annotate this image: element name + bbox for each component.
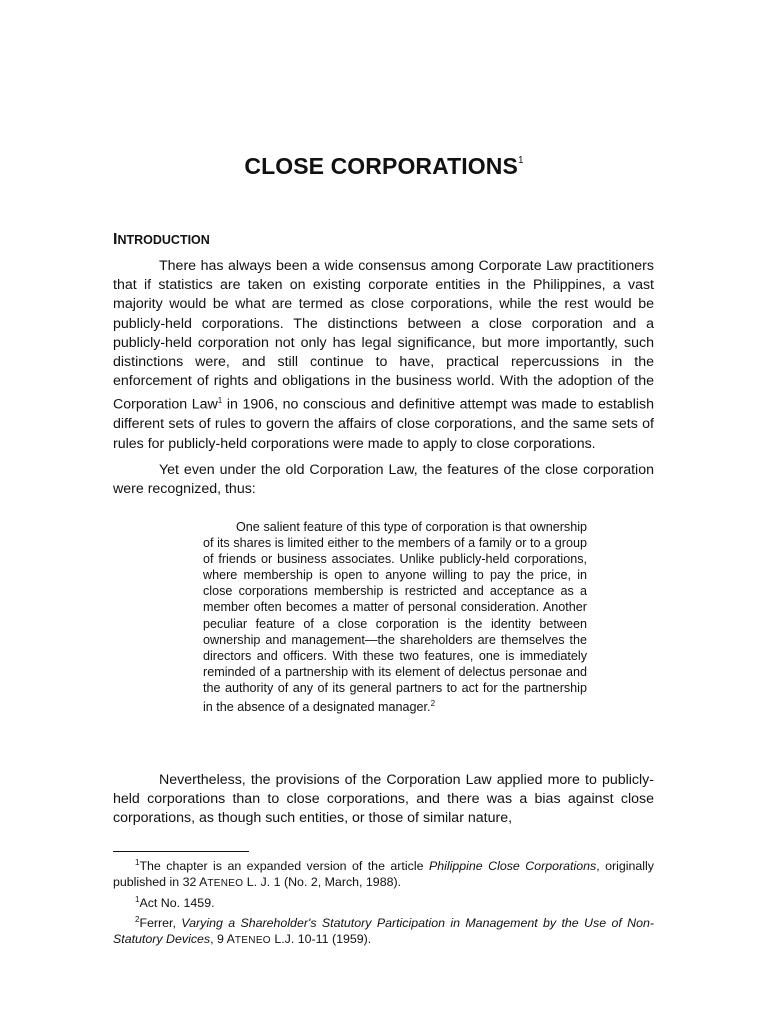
footnote-2-mark: 1	[135, 894, 140, 904]
heading-initial: I	[113, 231, 118, 248]
page-title	[0, 153, 768, 180]
footnotes	[113, 855, 654, 948]
footnote-divider	[113, 851, 249, 852]
footnote-1-mid: , originally published in 32	[113, 859, 654, 889]
footnote-1-lead: The chapter is an expanded version of the article	[139, 859, 429, 874]
footnote-1-tail: L. J. 1 (No. 2, March, 1988).	[243, 874, 402, 889]
paragraph-intro-text: There has always been a wide consensus among Corporate Law practitioners that if statistics are taken on existing corporate entities in the Philippines, a vast majority would be what are termed as close corporations, while the rest would be publicly-held corporations. The distinctions between a close corporation and a publicly-held corporation not only has legal significance, but more importantly, such distinctions were, and still continue to have, practical repercussions in the enforcement of rights and obligations in the business world. With the adoption of the Corporation Law	[113, 258, 654, 414]
block-quote	[203, 519, 587, 715]
paragraph-intro-text-2: in 1906, no conscious and definitive attempt was made to establish different sets of rules to govern the affairs of close corporations, and the same sets of rules for publicly-held corporations were made to apply to close corporations.	[113, 397, 654, 452]
footnote-1-article-title: Philippine Close Corporations	[428, 859, 597, 874]
footnote-3-mark: 2	[135, 914, 140, 924]
footnote-3-article-title: Varying a Shareholder's Statutory Participation in Management by the Use of Non-Statutory Devices	[113, 915, 654, 946]
footnote-ref-2: 2	[430, 699, 436, 709]
footnote-1	[113, 855, 654, 892]
paragraph-old-law	[113, 461, 654, 499]
heading-rest: NTRODUCTION	[117, 233, 210, 247]
footnote-3-tail: L.J. 10-11 (1959).	[270, 931, 372, 946]
title-text: CLOSE CORPORATIONS	[244, 153, 518, 179]
footnote-3-journal-initial: A	[226, 931, 235, 946]
title-note-mark: 1	[517, 155, 524, 167]
footnote-3-lead: Ferrer,	[139, 915, 182, 930]
footnote-2	[113, 892, 654, 912]
paragraph-nevertheless	[113, 771, 654, 829]
section-heading	[113, 231, 210, 249]
paragraph-nevertheless-text: Nevertheless, the provisions of the Corporation Law applied more to publicly-held corporations than to close corporations, and there was a bias against close corporations, as though such entities, or those of similar nature,	[113, 772, 654, 827]
footnote-1-journal-rest: TENEO	[207, 877, 244, 889]
footnote-3-journal-rest: TENEO	[234, 934, 271, 946]
footnote-3	[113, 912, 654, 949]
footnote-1-journal-initial: A	[199, 874, 208, 889]
footnote-ref-1: 1	[217, 396, 223, 406]
footnote-2-text: Act No. 1459.	[139, 895, 215, 910]
footnote-1-mark: 1	[135, 858, 140, 867]
paragraph-old-law-text: Yet even under the old Corporation Law, the features of the close corporation were recognized, thus:	[113, 462, 654, 498]
block-quote-text: One salient feature of this type of corporation is that ownership of its shares is limited either to the members of a family or to a group of friends or business associates. Unlike publicly-held corporations, where membership is open to anyone willing to pay the price, in close corporations membership is restricted and acceptance as a member often becomes a matter of personal consideration. Another peculiar feature of a close corporation is the identity between ownership and management—the shareholders are themselves the directors and officers. With these two features, one is immediately reminded of a partnership with its element of delectus personae and the authority of any of its general partners to act for the partnership in the absence of a designated manager.	[203, 520, 587, 715]
paragraph-intro	[113, 257, 654, 454]
footnote-3-mid: , 9	[210, 931, 227, 946]
